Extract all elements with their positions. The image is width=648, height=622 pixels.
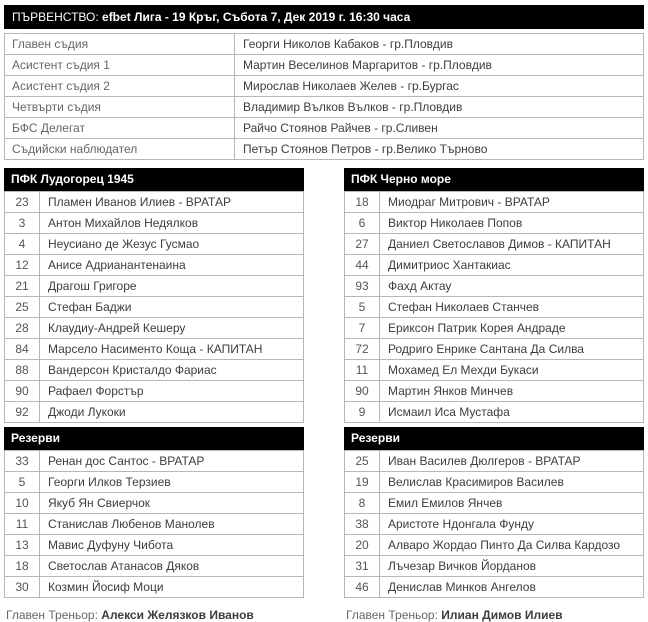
- official-name-value: Райчо Стоянов Райчев - гр.Сливен: [235, 118, 644, 139]
- player-number: 92: [5, 402, 40, 423]
- player-row: [5, 297, 304, 318]
- player-number: 30: [5, 577, 40, 598]
- player-row: [345, 192, 644, 213]
- player-name: Родриго Енрике Сантана Да Силва: [380, 339, 644, 360]
- player-name: Георги Илков Терзиев: [40, 472, 304, 493]
- player-row: [5, 276, 304, 297]
- player-name: Миодраг Митрович - ВРАТАР: [380, 192, 644, 213]
- match-header-label: ПЪРВЕНСТВО:: [12, 10, 103, 24]
- away-reserves-table: [344, 450, 644, 598]
- player-name: Стефан Николаев Станчев: [380, 297, 644, 318]
- player-name: Козмин Йосиф Моци: [40, 577, 304, 598]
- player-row: [345, 472, 644, 493]
- official-row: [5, 118, 644, 139]
- player-name: Вандерсон Кристалдо Фариас: [40, 360, 304, 381]
- player-row: [5, 381, 304, 402]
- player-number: 20: [345, 535, 380, 556]
- player-name: Виктор Николаев Попов: [380, 213, 644, 234]
- home-starters-table: [4, 191, 304, 423]
- home-reserves-bar: Резерви: [4, 427, 304, 450]
- player-row: [345, 318, 644, 339]
- player-number: 4: [5, 234, 40, 255]
- player-row: [5, 577, 304, 598]
- player-number: 23: [5, 192, 40, 213]
- player-row: [5, 556, 304, 577]
- player-name: Велислав Красимиров Василев: [380, 472, 644, 493]
- away-starters-table: [344, 191, 644, 423]
- player-name: Пламен Иванов Илиев - ВРАТАР: [40, 192, 304, 213]
- player-row: [5, 535, 304, 556]
- player-name: Фахд Актау: [380, 276, 644, 297]
- player-name: Неусиано де Жезус Гусмао: [40, 234, 304, 255]
- player-number: 90: [5, 381, 40, 402]
- official-role-label: Съдийски наблюдател: [5, 139, 235, 160]
- player-name: Драгош Григоре: [40, 276, 304, 297]
- player-row: [5, 514, 304, 535]
- player-row: [345, 535, 644, 556]
- player-row: [345, 402, 644, 423]
- player-number: 44: [345, 255, 380, 276]
- player-number: 13: [5, 535, 40, 556]
- official-role-label: Асистент съдия 1: [5, 55, 235, 76]
- player-row: [5, 234, 304, 255]
- player-row: [345, 556, 644, 577]
- player-number: 18: [5, 556, 40, 577]
- player-name: Стефан Баджи: [40, 297, 304, 318]
- player-number: 46: [345, 577, 380, 598]
- away-team-column: [344, 168, 644, 622]
- away-team-name-bar: ПФК Черно море: [344, 168, 644, 191]
- match-header-bar: [4, 5, 644, 29]
- player-number: 25: [345, 451, 380, 472]
- player-name: Мартин Янков Минчев: [380, 381, 644, 402]
- player-number: 12: [5, 255, 40, 276]
- official-name-value: Петър Стоянов Петров - гр.Велико Търново: [235, 139, 644, 160]
- player-number: 9: [345, 402, 380, 423]
- player-name: Аристоте Ндонгала Фунду: [380, 514, 644, 535]
- player-name: Исмаил Иса Мустафа: [380, 402, 644, 423]
- officials-table: [4, 33, 644, 160]
- player-name: Рафаел Форстър: [40, 381, 304, 402]
- home-team-column: [4, 168, 304, 622]
- player-number: 93: [345, 276, 380, 297]
- player-number: 19: [345, 472, 380, 493]
- player-number: 7: [345, 318, 380, 339]
- player-row: [5, 451, 304, 472]
- player-number: 72: [345, 339, 380, 360]
- player-number: 84: [5, 339, 40, 360]
- player-name: Даниел Светославов Димов - КАПИТАН: [380, 234, 644, 255]
- player-name: Станислав Любенов Манолев: [40, 514, 304, 535]
- player-name: Ренан дос Сантос - ВРАТАР: [40, 451, 304, 472]
- official-row: [5, 34, 644, 55]
- player-number: 31: [345, 556, 380, 577]
- official-row: [5, 55, 644, 76]
- home-reserves-table: [4, 450, 304, 598]
- player-name: Димитриос Хантакиас: [380, 255, 644, 276]
- match-header-value: efbet Лига - 19 Кръг, Събота 7, Дек 2019 г. 16:30 часа: [102, 10, 411, 24]
- home-coach-name: Алекси Желязков Иванов: [101, 608, 254, 622]
- player-row: [5, 360, 304, 381]
- home-team-name-bar: ПФК Лудогорец 1945: [4, 168, 304, 191]
- player-row: [345, 381, 644, 402]
- player-name: Иван Василев Дюлгеров - ВРАТАР: [380, 451, 644, 472]
- official-row: [5, 76, 644, 97]
- player-name: Мохамед Ел Мехди Букаси: [380, 360, 644, 381]
- away-reserves-bar: Резерви: [344, 427, 644, 450]
- player-name: Ериксон Патрик Корея Андраде: [380, 318, 644, 339]
- player-row: [5, 402, 304, 423]
- player-number: 88: [5, 360, 40, 381]
- player-number: 27: [345, 234, 380, 255]
- player-number: 8: [345, 493, 380, 514]
- player-row: [5, 192, 304, 213]
- player-row: [345, 255, 644, 276]
- player-row: [345, 360, 644, 381]
- player-row: [345, 276, 644, 297]
- player-number: 11: [5, 514, 40, 535]
- player-number: 5: [345, 297, 380, 318]
- player-number: 90: [345, 381, 380, 402]
- player-name: Джоди Лукоки: [40, 402, 304, 423]
- player-number: 38: [345, 514, 380, 535]
- player-row: [345, 297, 644, 318]
- official-role-label: БФС Делегат: [5, 118, 235, 139]
- player-number: 3: [5, 213, 40, 234]
- official-name-value: Мартин Веселинов Маргаритов - гр.Пловдив: [235, 55, 644, 76]
- player-row: [345, 339, 644, 360]
- home-coach-line: [4, 608, 304, 622]
- player-row: [345, 514, 644, 535]
- player-name: Денислав Минков Ангелов: [380, 577, 644, 598]
- player-name: Антон Михайлов Недялков: [40, 213, 304, 234]
- player-number: 18: [345, 192, 380, 213]
- player-row: [5, 255, 304, 276]
- player-row: [5, 318, 304, 339]
- player-number: 25: [5, 297, 40, 318]
- player-row: [345, 234, 644, 255]
- player-name: Алваро Жордао Пинто Да Силва Кардозо: [380, 535, 644, 556]
- player-number: 33: [5, 451, 40, 472]
- home-coach-label: Главен Треньор:: [6, 608, 102, 622]
- official-role-label: Четвърти съдия: [5, 97, 235, 118]
- player-number: 21: [5, 276, 40, 297]
- player-row: [5, 339, 304, 360]
- away-coach-line: [344, 608, 644, 622]
- player-name: Марсело Насименто Коща - КАПИТАН: [40, 339, 304, 360]
- player-number: 10: [5, 493, 40, 514]
- player-name: Якуб Ян Свиерчок: [40, 493, 304, 514]
- player-name: Анисе Адрианантенаина: [40, 255, 304, 276]
- player-number: 28: [5, 318, 40, 339]
- player-row: [345, 493, 644, 514]
- official-role-label: Главен съдия: [5, 34, 235, 55]
- player-row: [345, 213, 644, 234]
- official-name-value: Владимир Вълков Вълков - гр.Пловдив: [235, 97, 644, 118]
- player-row: [345, 451, 644, 472]
- official-role-label: Асистент съдия 2: [5, 76, 235, 97]
- player-row: [5, 472, 304, 493]
- player-number: 6: [345, 213, 380, 234]
- player-row: [5, 213, 304, 234]
- official-row: [5, 97, 644, 118]
- player-name: Мавис Дуфуну Чибота: [40, 535, 304, 556]
- player-name: Лъчезар Вичков Йорданов: [380, 556, 644, 577]
- player-row: [345, 577, 644, 598]
- player-name: Светослав Атанасов Дяков: [40, 556, 304, 577]
- away-coach-label: Главен Треньор:: [346, 608, 442, 622]
- player-number: 11: [345, 360, 380, 381]
- player-row: [5, 493, 304, 514]
- away-coach-name: Илиан Димов Илиев: [441, 608, 563, 622]
- teams-section: [4, 168, 644, 622]
- official-name-value: Георги Николов Кабаков - гр.Пловдив: [235, 34, 644, 55]
- official-name-value: Мирослав Николаев Желев - гр.Бургас: [235, 76, 644, 97]
- official-row: [5, 139, 644, 160]
- player-name: Клаудиу-Андрей Кешеру: [40, 318, 304, 339]
- player-name: Емил Емилов Янчев: [380, 493, 644, 514]
- player-number: 5: [5, 472, 40, 493]
